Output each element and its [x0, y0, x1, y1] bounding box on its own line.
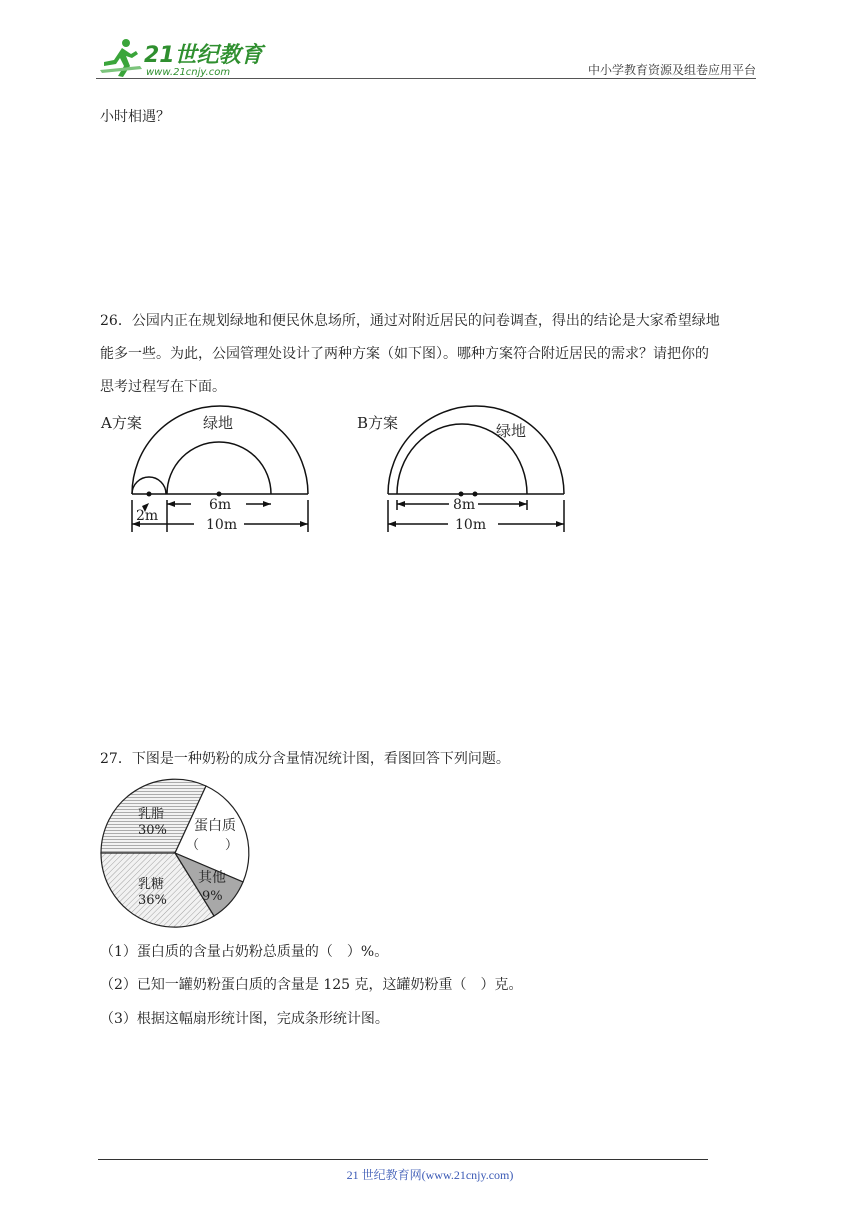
plan-b-inner-label: 8m [453, 497, 476, 513]
q27-sub-3: （3）根据这幅扇形统计图，完成条形统计图。 [100, 1011, 389, 1027]
pie-label-protein: 蛋白质 [194, 818, 236, 834]
question-fragment: 小时相遇？ [100, 109, 170, 125]
q26-line-3: 思考过程写在下面。 [100, 379, 226, 395]
plan-a-total-label: 10m [206, 517, 238, 533]
plan-a-green-label: 绿地 [203, 414, 234, 432]
pie-label-other: 其他 [198, 870, 226, 886]
footer-text: 21 世纪教育网(www.21cnjy.com) [346, 1168, 514, 1182]
pie-value-lactose: 36% [138, 893, 167, 908]
plan-b-title: B方案 [357, 414, 399, 432]
plan-b-green-label: 绿地 [496, 422, 527, 440]
q27-intro: 27．下图是一种奶粉的成分含量情况统计图，看图回答下列问题。 [100, 751, 510, 767]
footer-divider [98, 1159, 708, 1160]
figure-plan-a [96, 400, 326, 540]
q26-line-1: 26．公园内正在规划绿地和便民休息场所，通过对附近居民的问卷调查，得出的结论是大家希望绿地 [100, 313, 720, 329]
plan-b-total-label: 10m [455, 517, 487, 533]
logo-main-text: 21世纪教育 [144, 43, 263, 68]
plan-a-title: A方案 [101, 414, 142, 432]
pie-value-fat: 30% [138, 823, 167, 838]
q26-line-2: 能多一些。为此，公园管理处设计了两种方案（如下图）。哪种方案符合附近居民的需求？请把你的 [100, 346, 709, 362]
milk-powder-pie-chart [96, 778, 256, 930]
plan-a-inner-label: 6m [209, 497, 232, 513]
figure-plan-b [352, 400, 582, 540]
pie-value-other: 9% [202, 889, 223, 904]
plan-a-small-label: 2m [136, 508, 159, 524]
q27-sub-1: （1）蛋白质的含量占奶粉总质量的（ ）%。 [100, 944, 389, 960]
pie-label-lactose: 乳糖 [138, 877, 165, 892]
pie-label-fat: 乳脂 [138, 807, 165, 822]
header-platform-text: 中小学教育资源及组卷应用平台 [587, 63, 756, 77]
q27-sub-2: （2）已知一罐奶粉蛋白质的含量是 125 克，这罐奶粉重（ ）克。 [100, 977, 523, 993]
site-logo [96, 36, 266, 80]
logo-sub-text: www.21cnjy.com [146, 67, 231, 78]
header-divider [96, 78, 756, 79]
runner-icon [100, 39, 142, 77]
pie-blank-protein: （ ） [186, 838, 239, 853]
